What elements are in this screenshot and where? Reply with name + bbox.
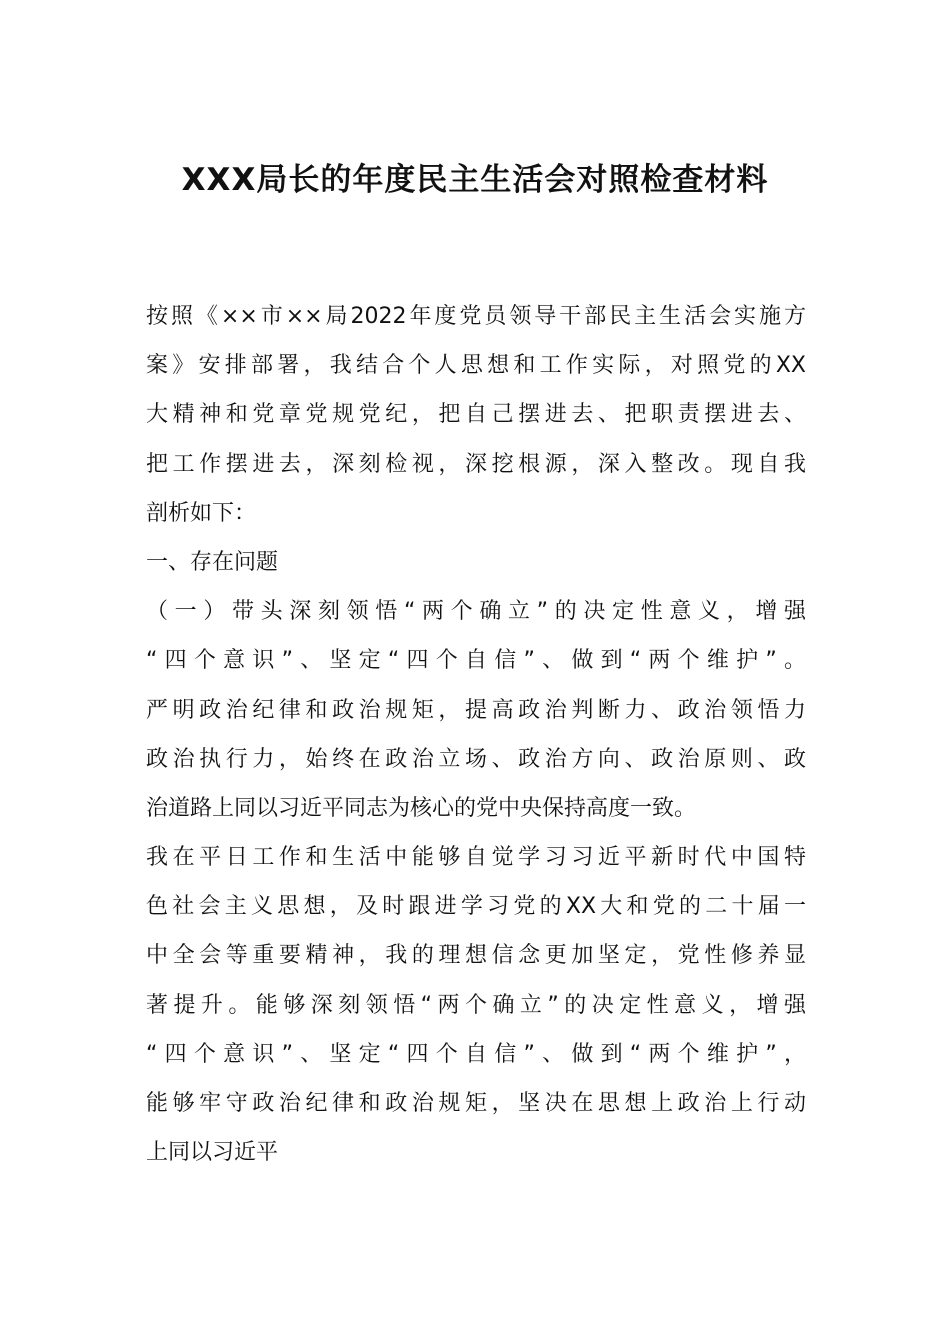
body-line: “四个意识”、坚定“四个自信”、做到“两个维护”， — [146, 1041, 806, 1067]
body-line: 能够牢守政治纪律和政治规矩，坚决在思想上政治上行动 — [146, 1091, 806, 1116]
body-line: 大精神和党章党规党纪，把自己摆进去、把职责摆进去、 — [146, 402, 806, 428]
body-line: 案》安排部署，我结合个人思想和工作实际，对照党的XX — [146, 353, 806, 379]
body-line: 政治执行力，始终在政治立场、政治方向、政治原则、政 — [146, 746, 806, 772]
body-line: 著提升。能够深刻领悟“两个确立”的决定性意义，增强 — [146, 992, 806, 1018]
body-line: 严明政治纪律和政治规矩，提高政治判断力、政治领悟力 — [146, 697, 806, 723]
body-line: 按照《××市××局2022年度党员领导干部民主生活会实施方 — [146, 304, 806, 329]
body-line: 我在平日工作和生活中能够自觉学习习近平新时代中国特 — [146, 845, 806, 871]
body-line: “四个意识”、坚定“四个自信”、做到“两个维护”。 — [146, 648, 806, 674]
body-line: 把工作摆进去，深刻检视，深挖根源，深入整改。现自我 — [146, 451, 806, 477]
document-title: XXX局长的年度民主生活会对照检查材料 — [181, 162, 769, 198]
body-line: 上同以习近平 — [146, 1140, 279, 1166]
document-body — [146, 292, 826, 1177]
subsection-heading: （一）带头深刻领悟“两个确立”的决定性意义，增强 — [146, 599, 806, 625]
body-line: 中全会等重要精神，我的理想信念更加坚定，党性修养显 — [146, 943, 806, 969]
body-line: 色社会主义思想，及时跟进学习党的XX大和党的二十届一 — [146, 894, 806, 920]
section-heading: 一、存在问题 — [146, 549, 279, 575]
body-line: 治道路上同以习近平同志为核心的党中央保持高度一致。 — [146, 795, 697, 821]
body-line: 剖析如下： — [146, 500, 257, 526]
